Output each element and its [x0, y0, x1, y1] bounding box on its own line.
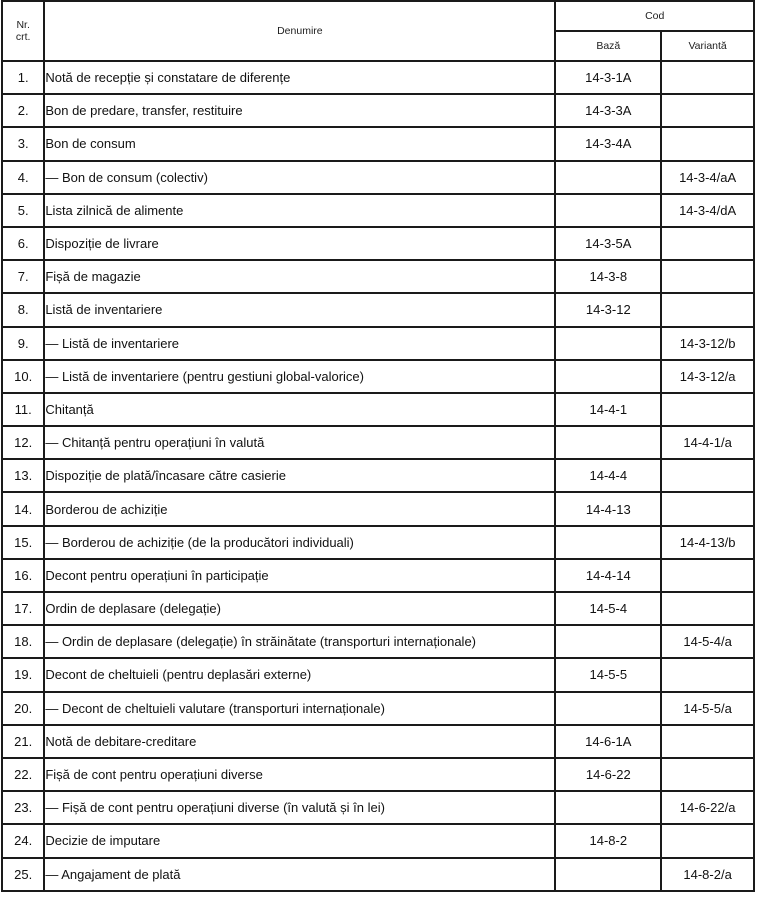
table-row [2, 592, 754, 625]
row-cod-baza: 14-6-22 [555, 758, 661, 791]
table-row [2, 327, 754, 360]
row-denumire: Notă de recepție și constatare de diferențe [44, 61, 555, 94]
row-cod-baza: 14-3-5A [555, 227, 661, 260]
row-cod-varianta [661, 758, 754, 791]
row-denumire: — Borderou de achiziție (de la producători individuali) [44, 526, 555, 559]
row-cod-varianta [661, 393, 754, 426]
row-denumire: Fișă de cont pentru operațiuni diverse [44, 758, 555, 791]
row-cod-baza: 14-3-3A [555, 94, 661, 127]
row-number: 16. [2, 559, 44, 592]
row-denumire: Dispoziție de livrare [44, 227, 555, 260]
row-number: 10. [2, 360, 44, 393]
row-cod-baza [555, 194, 661, 227]
row-number: 15. [2, 526, 44, 559]
row-denumire: Decizie de imputare [44, 824, 555, 857]
table-row [2, 94, 754, 127]
table-row [2, 858, 754, 891]
row-denumire: — Decont de cheltuieli valutare (transporturi internaționale) [44, 692, 555, 725]
table-row [2, 658, 754, 691]
row-cod-varianta [661, 227, 754, 260]
row-denumire: Borderou de achiziție [44, 492, 555, 525]
table-row [2, 426, 754, 459]
row-cod-baza: 14-4-1 [555, 393, 661, 426]
row-cod-varianta [661, 260, 754, 293]
row-number: 13. [2, 459, 44, 492]
row-denumire: Decont pentru operațiuni în participație [44, 559, 555, 592]
row-cod-baza: 14-3-4A [555, 127, 661, 160]
documents-code-table [1, 0, 755, 892]
row-denumire: Notă de debitare-creditare [44, 725, 555, 758]
row-cod-varianta [661, 559, 754, 592]
row-denumire: — Angajament de plată [44, 858, 555, 891]
row-number: 1. [2, 61, 44, 94]
row-denumire: — Chitanță pentru operațiuni în valută [44, 426, 555, 459]
row-number: 7. [2, 260, 44, 293]
row-cod-varianta [661, 824, 754, 857]
table-row [2, 725, 754, 758]
header-nr-crt [2, 1, 44, 61]
row-number: 25. [2, 858, 44, 891]
row-cod-varianta: 14-4-13/b [661, 526, 754, 559]
table-row [2, 127, 754, 160]
row-number: 17. [2, 592, 44, 625]
table-row [2, 559, 754, 592]
row-denumire: — Listă de inventariere (pentru gestiuni global-valorice) [44, 360, 555, 393]
row-number: 5. [2, 194, 44, 227]
row-cod-varianta [661, 94, 754, 127]
row-number: 14. [2, 492, 44, 525]
header-varianta: Variantă [661, 31, 754, 61]
row-cod-baza [555, 360, 661, 393]
row-cod-baza [555, 161, 661, 194]
table-row [2, 526, 754, 559]
row-cod-varianta: 14-3-4/aA [661, 161, 754, 194]
row-number: 4. [2, 161, 44, 194]
table-row [2, 360, 754, 393]
row-number: 24. [2, 824, 44, 857]
row-cod-varianta [661, 492, 754, 525]
row-number: 6. [2, 227, 44, 260]
table-header [2, 1, 754, 61]
table-row [2, 161, 754, 194]
row-denumire: Dispoziție de plată/încasare către casierie [44, 459, 555, 492]
row-denumire: Fișă de magazie [44, 260, 555, 293]
table-row [2, 194, 754, 227]
row-cod-baza: 14-5-4 [555, 592, 661, 625]
row-cod-varianta: 14-3-4/dA [661, 194, 754, 227]
row-number: 22. [2, 758, 44, 791]
table-row [2, 227, 754, 260]
table-row [2, 459, 754, 492]
table-row [2, 625, 754, 658]
row-cod-varianta [661, 592, 754, 625]
row-denumire: Chitanță [44, 393, 555, 426]
table-row [2, 791, 754, 824]
row-number: 12. [2, 426, 44, 459]
row-cod-varianta [661, 293, 754, 326]
table-row [2, 824, 754, 857]
table-row [2, 692, 754, 725]
row-cod-varianta [661, 459, 754, 492]
row-number: 11. [2, 393, 44, 426]
row-cod-baza: 14-3-1A [555, 61, 661, 94]
table-row [2, 61, 754, 94]
row-number: 9. [2, 327, 44, 360]
row-cod-varianta: 14-4-1/a [661, 426, 754, 459]
header-denumire: Denumire [44, 1, 555, 61]
row-cod-baza [555, 327, 661, 360]
row-cod-baza: 14-3-12 [555, 293, 661, 326]
row-cod-baza [555, 692, 661, 725]
row-denumire: Ordin de deplasare (delegație) [44, 592, 555, 625]
row-number: 2. [2, 94, 44, 127]
row-number: 18. [2, 625, 44, 658]
row-cod-baza: 14-5-5 [555, 658, 661, 691]
row-cod-varianta: 14-5-5/a [661, 692, 754, 725]
row-cod-varianta: 14-6-22/a [661, 791, 754, 824]
row-denumire: Listă de inventariere [44, 293, 555, 326]
header-baza: Bază [555, 31, 661, 61]
header-nr-line1: Nr. [16, 19, 30, 31]
header-cod: Cod [555, 1, 754, 31]
row-cod-baza: 14-4-4 [555, 459, 661, 492]
row-denumire: — Listă de inventariere [44, 327, 555, 360]
table-row [2, 393, 754, 426]
header-nr-line2: crt. [15, 31, 31, 43]
row-cod-baza [555, 625, 661, 658]
table-row [2, 293, 754, 326]
row-cod-baza: 14-8-2 [555, 824, 661, 857]
row-cod-varianta [661, 127, 754, 160]
row-cod-varianta: 14-3-12/b [661, 327, 754, 360]
row-cod-baza [555, 791, 661, 824]
row-cod-varianta [661, 725, 754, 758]
row-number: 21. [2, 725, 44, 758]
row-denumire: Decont de cheltuieli (pentru deplasări externe) [44, 658, 555, 691]
row-cod-varianta [661, 61, 754, 94]
row-cod-baza [555, 426, 661, 459]
row-cod-varianta: 14-8-2/a [661, 858, 754, 891]
row-denumire: — Fișă de cont pentru operațiuni diverse (în valută și în lei) [44, 791, 555, 824]
row-denumire: — Bon de consum (colectiv) [44, 161, 555, 194]
row-cod-baza: 14-3-8 [555, 260, 661, 293]
row-cod-baza: 14-4-13 [555, 492, 661, 525]
row-number: 19. [2, 658, 44, 691]
table-row [2, 260, 754, 293]
row-number: 3. [2, 127, 44, 160]
table-body [2, 61, 754, 891]
row-number: 8. [2, 293, 44, 326]
row-cod-baza: 14-4-14 [555, 559, 661, 592]
table-row [2, 758, 754, 791]
row-cod-varianta: 14-3-12/a [661, 360, 754, 393]
row-cod-baza [555, 858, 661, 891]
row-denumire: Bon de predare, transfer, restituire [44, 94, 555, 127]
row-cod-varianta: 14-5-4/a [661, 625, 754, 658]
row-number: 23. [2, 791, 44, 824]
row-number: 20. [2, 692, 44, 725]
table-row [2, 492, 754, 525]
row-denumire: Bon de consum [44, 127, 555, 160]
row-denumire: — Ordin de deplasare (delegație) în străinătate (transporturi internaționale) [44, 625, 555, 658]
row-denumire: Lista zilnică de alimente [44, 194, 555, 227]
row-cod-baza [555, 526, 661, 559]
row-cod-varianta [661, 658, 754, 691]
row-cod-baza: 14-6-1A [555, 725, 661, 758]
